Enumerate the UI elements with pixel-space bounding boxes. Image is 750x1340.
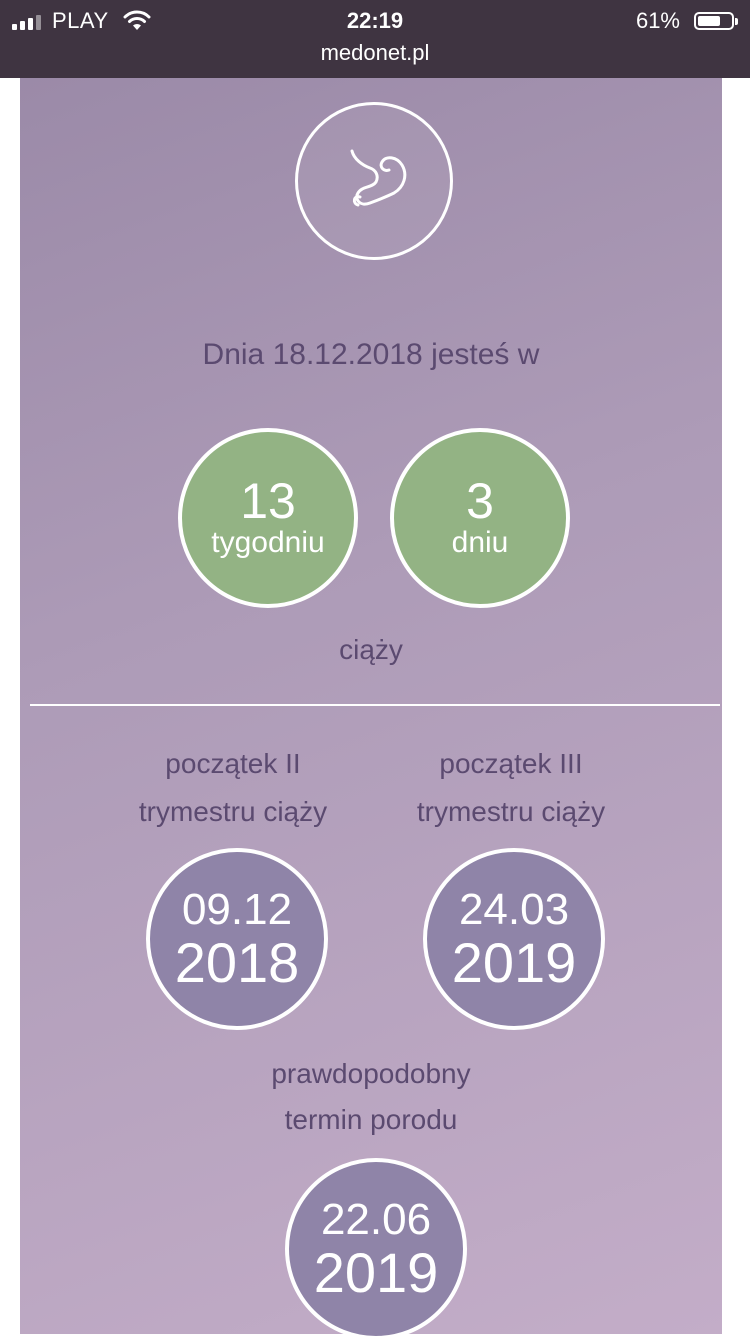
- clock: 22:19: [346, 8, 404, 33]
- week-circle: [178, 428, 358, 608]
- pregnancy-label: ciąży: [339, 634, 403, 665]
- divider: [30, 704, 720, 706]
- day-label: dniu: [451, 526, 509, 559]
- due-label-line2: termin porodu: [284, 1104, 458, 1135]
- status-bar: [0, 0, 750, 78]
- day-circle: [390, 428, 570, 608]
- trimester-2-circle: [146, 848, 328, 1030]
- trimester-2-year: 2018: [174, 931, 300, 994]
- trimester-3-label-line1: początek III: [439, 748, 583, 779]
- trimester-3-date: 24.03: [458, 885, 570, 934]
- carrier-name: PLAY: [52, 8, 109, 33]
- due-year: 2019: [313, 1241, 439, 1304]
- fetus-icon: [324, 131, 424, 231]
- trimester-2-label-line1: początek II: [165, 748, 301, 779]
- battery-percentage: 61%: [635, 8, 680, 33]
- trimester-3-label-line2: trymestru ciąży: [416, 796, 606, 827]
- trimester-3-year: 2019: [451, 931, 577, 994]
- status-row: [0, 6, 750, 36]
- trimester-2-date: 09.12: [181, 885, 293, 934]
- battery-icon: [694, 12, 734, 30]
- fetus-badge: [295, 102, 453, 260]
- due-date: 22.06: [320, 1195, 432, 1244]
- intro-text: Dnia 18.12.2018 jesteś w: [202, 338, 540, 371]
- week-label: tygodniu: [211, 526, 325, 559]
- day-value: 3: [466, 473, 494, 529]
- page-url[interactable]: medonet.pl: [320, 40, 430, 65]
- due-date-circle: [285, 1158, 467, 1340]
- trimester-3-circle: [423, 848, 605, 1030]
- week-value: 13: [240, 473, 296, 529]
- trimester-2-label-line2: trymestru ciąży: [138, 796, 328, 827]
- due-label-line1: prawdopodobny: [271, 1058, 471, 1089]
- pregnancy-calculator-result: [20, 78, 722, 1334]
